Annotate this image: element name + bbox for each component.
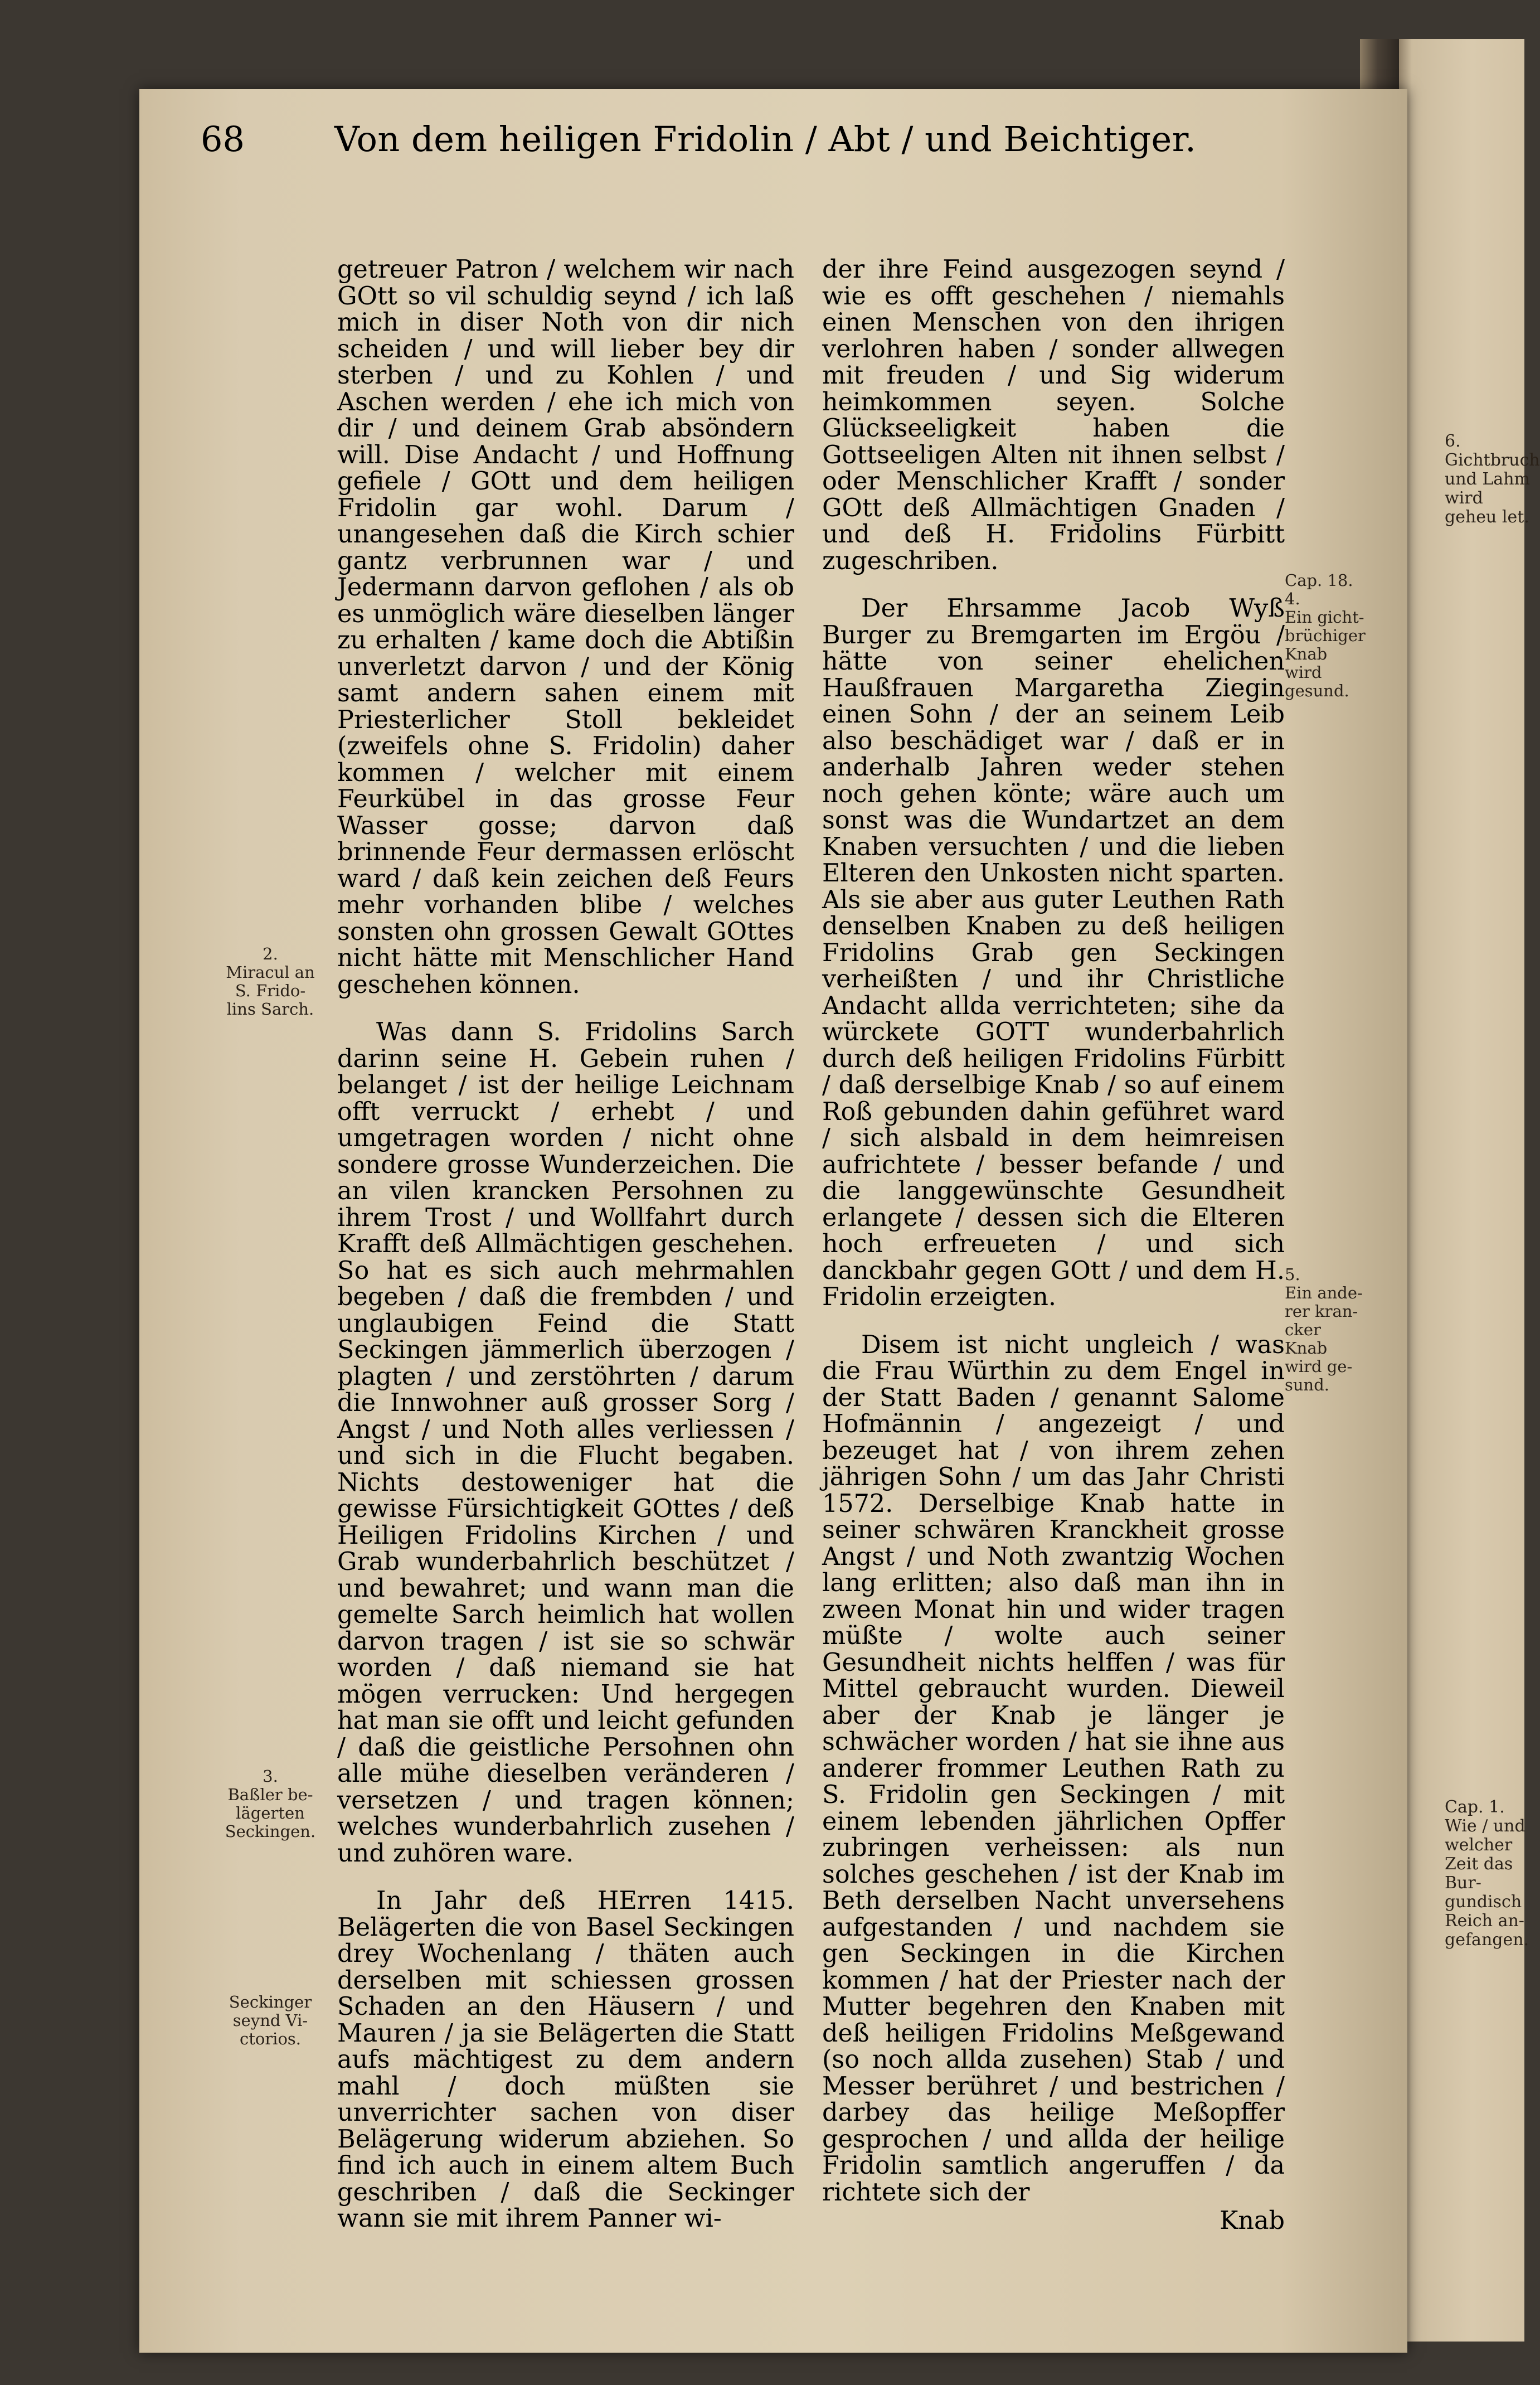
next-page-marginal-note-1: 6. Gichtbruch und Lahm wird geheu let. (1445, 432, 1540, 527)
paragraph: Der Ehrsamme Jacob Wyß Burger zu Bremgarten im Ergöu / hätte von seiner ehelichen Haußfrauen Margaretha Ziegin einen Sohn / der an seinem Leib also beschädiget war / daß er in anderhalb Jahren weder stehen noch gehen könte; wäre auch um sonst was die Wundartzet an dem Knaben versuchten / und die lieben Elteren den Unkosten nicht sparten. Als sie aber aus guter Leuthen Rath denselben Knaben zu deß heiligen Fridolins Grab gen Seckingen verheißten / und ihr Christliche Andacht allda verrichteten; sihe da würckete GOTT wunderbahrlich durch deß heiligen Fridolins Fürbitt / daß derselbige Knab / so auf einem Roß gebunden dahin geführet ward / sich alsbald in dem heimreisen aufrichtete / besser befande / und die langgewünschte Gesundheit erlangete / dessen sich die Elteren hoch erfreueten / und sich danckbahr gegen GOtt / und dem H. Fridolin erzeigten. (822, 594, 1285, 1311)
margin-note-victorious: Seckinger seynd Vi- ctorios. (229, 1993, 312, 2048)
margin-note-second-boy: 5. Ein ande- rer kran- cker Knab wird ge- sund. (1285, 1265, 1363, 1394)
left-column (337, 256, 794, 2232)
next-page-marginal-note-2: Cap. 1. Wie / und welcher Zeit das Bur- gundisch Reich an- gefangen. (1445, 1797, 1529, 1950)
page-header (201, 109, 1315, 170)
paragraph: In Jahr deß HErren 1415. Belägerten die von Basel Seckingen drey Wochenlang / thäten auch derselben mit schiessen grossen Schaden an den Häusern / und Mauren / ja sie Belägerten die Statt aufs mächtigest zu dem andern mahl / doch müßten sie unverrichter sachen von diser Belägerung widerum abziehen. So find ich auch in einem altem Buch geschriben / daß die Seckinger wann sie mit ihrem Panner wi- (337, 1887, 794, 2233)
right-column (822, 256, 1285, 2234)
margin-note-siege: 3. Baßler be- lägerten Seckingen. (225, 1767, 316, 1841)
page-number: 68 (201, 119, 245, 159)
paragraph: getreuer Patron / welchem wir nach GOtt so vil schuldig seynd / ich laß mich in diser Noth von dir nich scheiden / und will lieber bey dir sterben / und zu Kohlen / und Aschen werden / ehe ich mich von dir / und deinem Grab absöndern will. Dise Andacht / und Hoffnung gefiele / GOtt und dem heiligen Fridolin gar wohl. Darum / unangesehen daß die Kirch schier gantz verbrunnen war / und Jedermann darvon geflohen / als ob es unmöglich wäre dieselben länger zu erhalten / kame doch die Abtißin unverletzt darvon / und der König samt andern sahen einem mit Priesterlicher Stoll bekleidet (zweifels ohne S. Fridolin) daher kommen / welcher mit einem Feurkübel in das grosse Feur Wasser gosse; darvon daß brinnende Feur dermassen erlöscht ward / daß kein zeichen deß Feurs mehr vorhanden blibe / welches sonsten ohn grossen Gewalt GOttes nicht hätte mit Menschlicher Hand geschehen können. (337, 255, 794, 999)
next-page-edge (1393, 39, 1540, 2342)
paragraph: Was dann S. Fridolins Sarch darinn seine H. Gebein ruhen / belanget / ist der heilige Leichnam offt verruckt / erhebt / und umgetragen worden / nicht ohne sondere grosse Wunderzeichen. Die an vilen krancken Persohnen zu ihrem Trost / und Wollfahrt durch Krafft deß Allmächtigen geschehen. So hat es sich auch mehrmahlen begeben / daß die frembden / und unglaubigen Feind die Statt Seckingen jämmerlich überzogen / plagten / und zerstöhrten / darum die Innwohner auß grosser Sorg / Angst / und Noth alles verliessen / und sich in die Flucht begaben. Nichts destoweniger hat die gewisse Fürsichtigkeit GOttes / deß Heiligen Fridolins Kirchen / und Grab wunderbahrlich beschützet / und bewahret; und wann man die gemelte Sarch heimlich hat wollen darvon tragen / ist sie so schwär worden / daß niemand sie hat mögen verrucken: Und hergegen hat man sie offt und leicht gefunden / daß die geistliche Persohnen ohn alle mühe dieselben veränderen / versetzen / und tragen können; welches wunderbahrlich zusehen / und zuhören ware. (337, 1018, 794, 1868)
paragraph: Disem ist nicht ungleich / was die Frau Würthin zu dem Engel in der Statt Baden / genannt Salome Hofmännin / angezeigt / und bezeuget hat / von ihrem zehen jährigen Sohn / um das Jahr Christi 1572. Derselbige Knab hatte in seiner schwären Kranckheit grosse Angst / und Noth zwantzig Wochen lang erlitten; also daß man ihn in zween Monat hin und wider tragen müßte / wolte auch seiner Gesundheit nichts helffen / was für Mittel gebraucht wurden. Dieweil aber der Knab je länger je schwächer worden / hat sie ihne aus anderer frommer Leuthen Rath zu S. Fridolin gen Seckingen / mit einem lebenden jährlichen Opffer zubringen verheissen: als nun solches geschehen / ist der Knab im Beth derselben Nacht unversehens aufgestanden / und nachdem sie gen Seckingen in die Kirchen kommen / hat der Priester nach der Mutter begehren den Knaben mit deß heiligen Fridolins Meßgewand (so noch allda zusehen) Stab / und Messer berühret / und bestrichen / darbey das heilige Meßopffer gesprochen / und allda der heilige Fridolin samtlich angeruffen / da richtete sich der (822, 1330, 1285, 2207)
margin-note-healed-boy: Cap. 18. 4. Ein gicht- brüchiger Knab wird gesund. (1285, 571, 1366, 700)
running-title: Von dem heiligen Fridolin / Abt / und Beichtiger. (334, 119, 1197, 159)
paragraph: der ihre Feind ausgezogen seynd / wie es offt geschehen / niemahls einen Menschen von den ihrigen verlohren haben / sonder allwegen mit freuden / und Sig widerum heimkommen seyen. Solche Glückseeligkeit haben die Gottseeligen Alten nit ihnen selbst / oder Menschlicher Krafft / sonder GOtt deß Allmächtigen Gnaden / und deß H. Fridolins Fürbitt zugeschriben. (822, 255, 1285, 575)
margin-note-miracle-coffin: 2. Miracul an S. Frido- lins Sarch. (226, 944, 315, 1019)
catchword: Knab (1220, 2207, 1285, 2235)
